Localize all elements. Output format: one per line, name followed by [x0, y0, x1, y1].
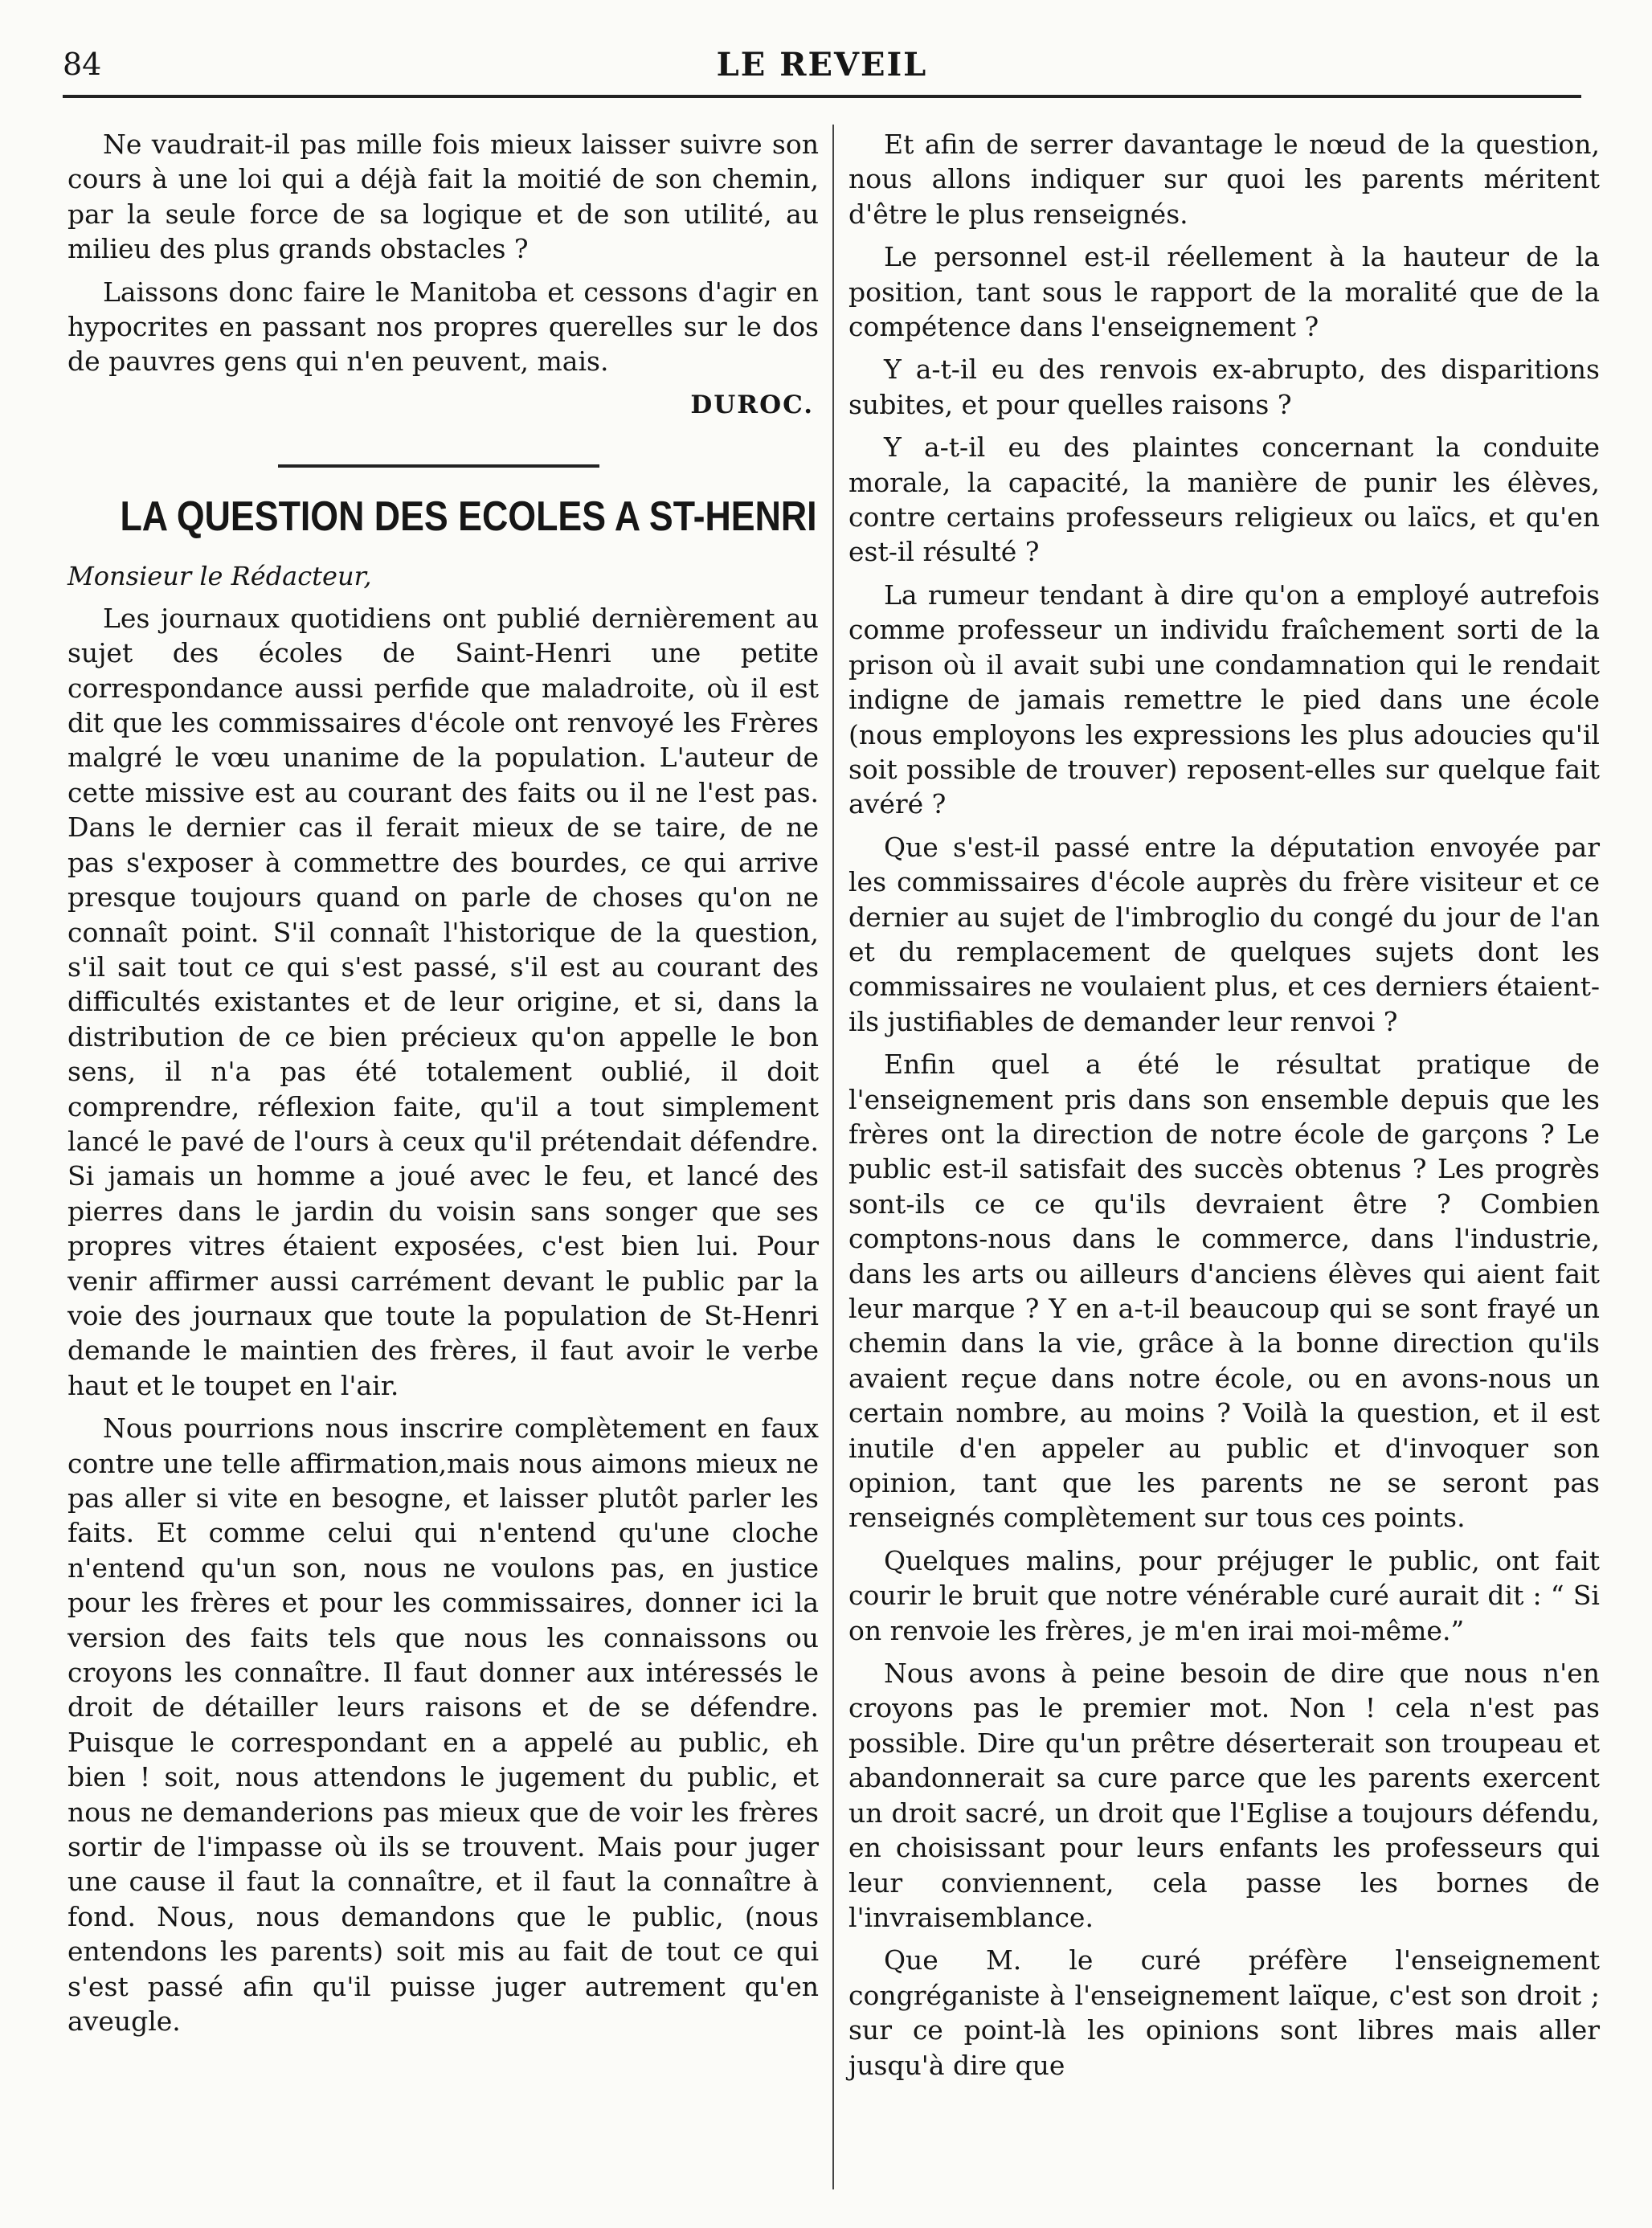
right-paragraph-6: Que s'est-il passé entre la députation envoyée par les commissaires d'école auprès du frère visiteur et ce dernier au sujet de l'imbroglio du congé du jour de l'an et du remplacement de quelques sujets dont les commissaires ne voulaient plus, et ces derniers étaient-ils justifiables de demander leur renvoi ? [848, 831, 1600, 1037]
header-rule [63, 95, 1581, 98]
right-paragraph-9: Nous avons à peine besoin de dire que nous n'en croyons pas le premier mot. Non ! cela n'est pas possible. Dire qu'un prêtre déserterait son troupeau et abandonnerait sa cure parce que les parents exercent un droit sacré, un droit que l'Eglise a toujours défendu, en choisissant pour leurs enfants les professeurs qui leur conviennent, cela passe les bornes de l'invraisemblance. [848, 1658, 1600, 1933]
right-paragraph-8: Quelques malins, pour préjuger le public, ont fait courir le bruit que notre vénérable curé aurait dit : “ Si on renvoie les frères, je m'en irai moi-même.” [848, 1544, 1600, 1646]
short-rule [278, 464, 599, 468]
intro-paragraph-1: Ne vaudrait-il pas mille fois mieux laisser suivre son cours à une loi qui a déjà fait la moitié de son chemin, par la seule force de sa logique et de son utilité, au milieu des plus grands obstacles ? [67, 129, 819, 265]
signature: DUROC. [690, 390, 814, 419]
page-header [63, 39, 1581, 87]
right-paragraph-2: Le personnel est-il réellement à la hauteur de la position, tant sous le rapport de la moralité que de la compétence dans l'enseignement ? [848, 241, 1600, 343]
right-paragraph-7: Enfin quel a été le résultat pratique de l'enseignement pris dans son ensemble depuis que les frères ont la direction de notre école de garçons ? Le public est-il satisfait des succès obtenus ? Les progrès sont-ils ce ce qu'ils devraient être ? Combien comptons-nous dans le commerce, dans l'industrie, dans les arts ou ailleurs d'anciens élèves qui aient fait leur marque ? Y en a-t-il beaucoup qui se sont frayé un chemin dans la vie, grâce à la bonne direction qu'ils avaient reçue dans notre école, ou en avons-nous un certain nombre, au moins ? Voilà la question, et il est inutile d'en appeler au public et d'invoquer son opinion, tant que les parents ne se seront pas renseignés complètement sur tous ces points. [848, 1049, 1600, 1534]
salutation: Monsieur le Rédacteur, [67, 560, 372, 591]
right-paragraph-3: Y a-t-il eu des renvois ex-abrupto, des disparitions subites, et pour quelles raisons ? [848, 354, 1600, 420]
right-paragraph-5: La rumeur tendant à dire qu'on a employé autrefois comme professeur un individu fraîchement sorti de la prison où il avait subi une condamnation qui le rendait indigne de jamais remettre le pied dans une école (nous employons les expressions les plus adoucies qu'il soit possible de trouver) reposent-elles sur quelque fait avéré ? [848, 578, 1600, 820]
right-column [848, 127, 1600, 2091]
page-number: 84 [63, 47, 102, 82]
article-title: LA QUESTION DES ECOLES A ST-HENRI [120, 493, 817, 540]
right-paragraph-1: Et afin de serrer davantage le nœud de la question, nous allons indiquer sur quoi les parents méritent d'être le plus renseignés. [848, 129, 1600, 230]
right-paragraph-10: Que M. le curé préfère l'enseignement congréganiste à l'enseignement laïque, c'est son droit ; sur ce point-là les opinions sont libres mais aller jusqu'à dire que [848, 1944, 1600, 2081]
section-divider [67, 456, 819, 489]
intro-paragraph-2: Laissons donc faire le Manitoba et cessons d'agir en hypocrites en passant nos propres querelles sur le dos de pauvres gens qui n'en peuvent, mais. [67, 276, 819, 378]
article-paragraph-2: Nous pourrions nous inscrire complètement en faux contre une telle affirmation,mais nous aimons mieux ne pas aller si vite en besogne, et laisser plutôt parler les faits. Et comme celui qui n'entend qu'une cloche n'entend qu'un son, nous ne voulons pas, en justice pour les frères et pour les commissaires, donner ici la version des faits tels que nous les connaissons ou croyons les connaître. Il faut donner aux intéressés le droit de détailler leurs raisons et de se défendre. Puisque le correspondant en a appelé au public, eh bien ! soit, nous attendons le jugement du public, et nous ne demanderions pas mieux que de voir les frères sortir de l'impasse où ils se trouvent. Mais pour juger une cause il faut la connaître, et il faut la connaître à fond. Nous, nous demandons que le public, (nous entendons les parents) soit mis au fait de tout ce qui s'est passé afin qu'il puisse juger autrement qu'en aveugle. [67, 1412, 819, 2038]
column-divider [832, 125, 834, 2189]
article-paragraph-1: Les journaux quotidiens ont publié dernièrement au sujet des écoles de Saint-Henri une petite correspondance aussi perfide que maladroite, où il est dit que les commissaires d'école ont renvoyé les Frères malgré le vœu unanime de la population. L'auteur de cette missive est au courant des faits ou il ne l'est pas. Dans le dernier cas il ferait mieux de se taire, de ne pas s'exposer à commettre des bourdes, ce qui arrive presque toujours quand on parle de choses qu'on ne connaît point. S'il connaît l'historique de la question, s'il sait tout ce qui s'est passé, s'il est au courant des difficultés existantes et de leur origine, et si, dans la distribution de ce bien précieux qu'on appelle le bon sens, il n'a pas été totalement oublié, il doit comprendre, réflexion faite, qu'il a tout simplement lancé le pavé de l'ours à ceux qu'il prétendait défendre. Si jamais un homme a joué avec le feu, et lancé des pierres dans le jardin du voisin sans songer que ses propres vitres étaient exposées, c'est bien lui. Pour venir affirmer aussi carrément devant le public par la voie des journaux que toute la population de St-Henri demande le maintien des frères, il faut avoir le verbe haut et le toupet en l'air. [67, 602, 819, 1401]
left-column [67, 127, 819, 2047]
right-paragraph-4: Y a-t-il eu des plaintes concernant la conduite morale, la capacité, la manière de punir les élèves, contre certains professeurs religieux ou laïcs, et qu'en est-il résulté ? [848, 431, 1600, 568]
newspaper-title: LE REVEIL [716, 46, 928, 84]
